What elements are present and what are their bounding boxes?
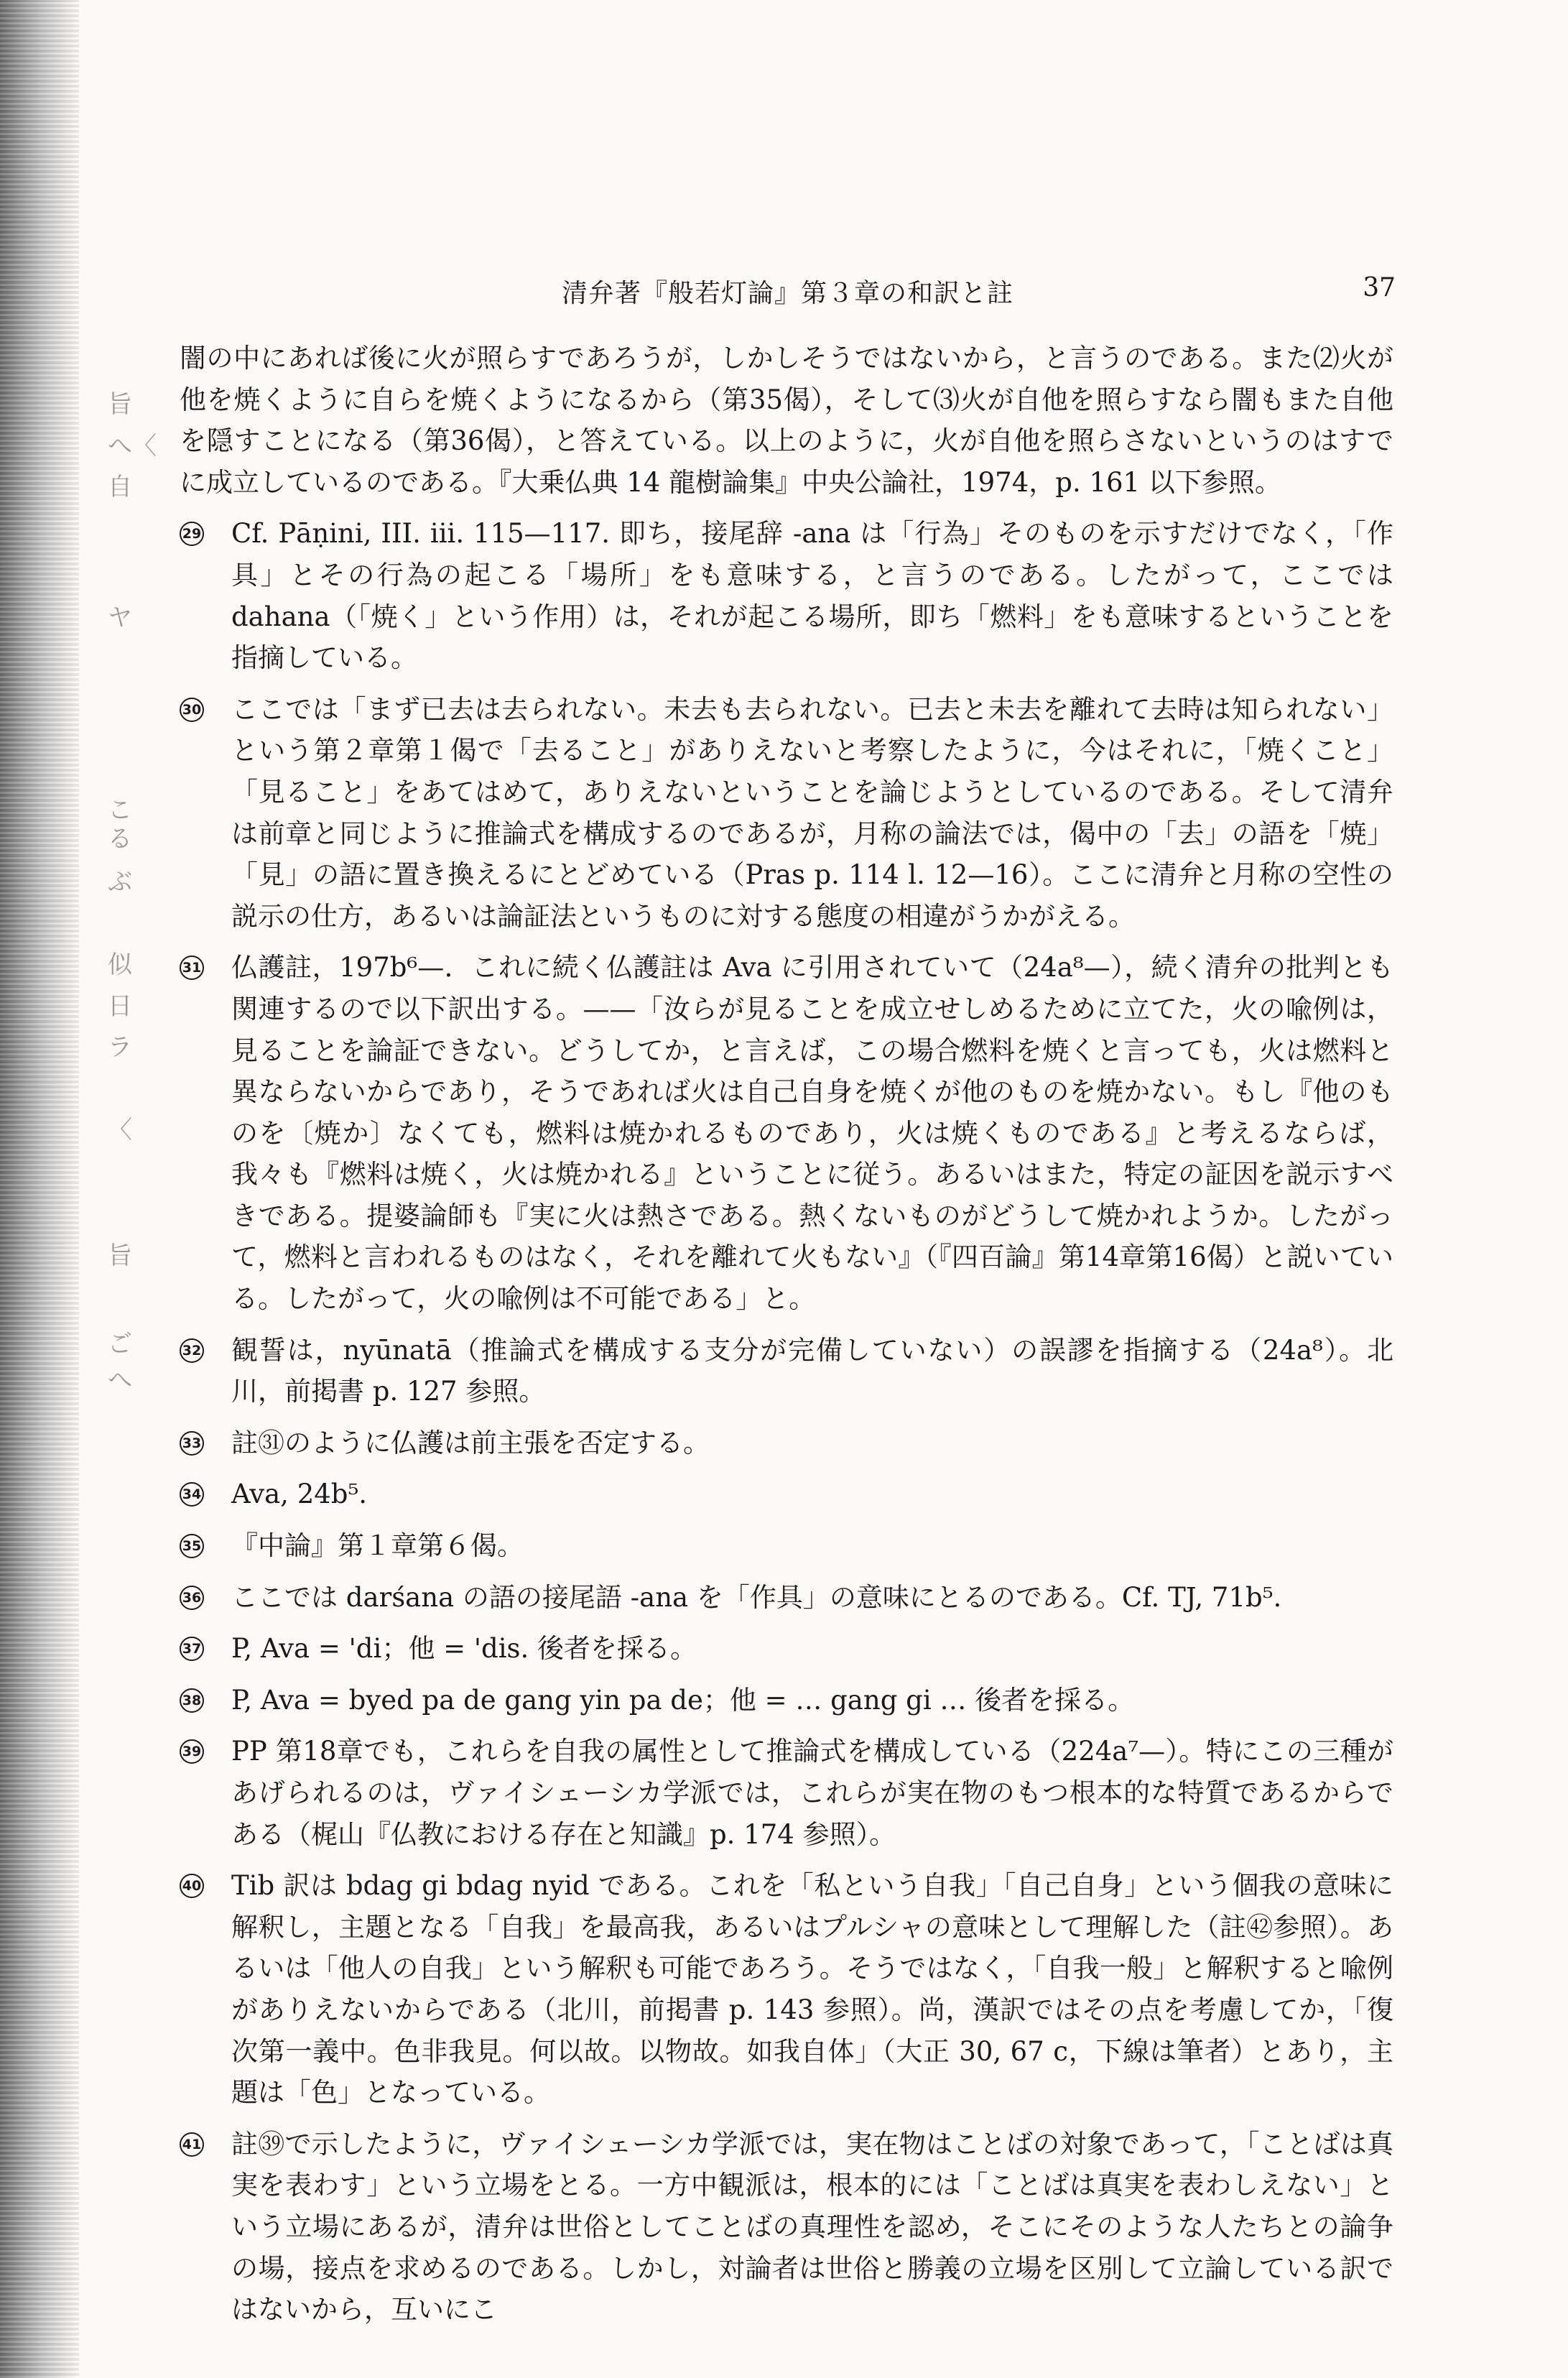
note-29 [180, 513, 1393, 678]
note-text: Cf. Pāṇini, III. iii. 115—117. 即ち，接尾辞 -ana は「行為」そのものを示すだけでなく，「作具」とその行為の起こる「場所」をも意味する，と言うのである。したがって，ここでは dahana（「焼く」という作用）は，それが起こる場所，即ち「燃料」をも意味するということを指摘している。 [231, 518, 1393, 674]
note-39 [180, 1731, 1393, 1855]
note-number: 38 [180, 1688, 204, 1713]
page-header [180, 273, 1396, 316]
margin-mark: ぶ [108, 868, 132, 897]
notes-body [180, 338, 1393, 2341]
margin-mark: ヤ [108, 603, 132, 632]
note-31 [180, 947, 1393, 1319]
margin-mark: 旨 [108, 1241, 132, 1270]
margin-mark: 〈 [108, 1116, 132, 1144]
margin-mark: こ [108, 796, 132, 825]
note-text: Tib 訳は bdag gi bdag nyid である。これを「私という自我」「自己自身」という個我の意味に解釈し，主題となる「自我」を最高我，あるいはプルシャの意味として理解した（註㊷参照）。あるいは「他人の自我」という解釈も可能であろう。そうではなく，「自我一般」と解釈すると喩例がありえないからである（北川，前掲書 p. 143 参照）。尚，漢訳ではその点を考慮してか，「復次第一義中。色非我見。何以故。以物故。如我自体」（大正 30, 67 c，下線は筆者）とあり，主題は「色」となっている。 [231, 1870, 1393, 2109]
note-text: 仏護註，197b⁶—．これに続く仏護註は Ava に引用されていて（24a⁸—），続く清弁の批判とも関連するので以下訳出する。——「汝らが見ることを成立せしめるために立てた，火の喩例は，見ることを論証できない。どうしてか，と言えば，この場合燃料を焼くと言っても，火は燃料と異ならないからであり，そうであれば火は自己自身を焼くが他のものを焼かない。もし『他のものを〔焼か〕なくても，燃料は焼かれるものであり，火は焼くものである』と考えるならば，我々も『燃料は焼く，火は焼かれる』ということに従う。あるいはまた，特定の証因を説示すべきである。提婆論師も『実に火は熱さである。熱くないものがどうして焼かれようか。したがって，燃料と言われるものはなく，それを離れて火もない』（『四百論』第14章第16偈）と説いている。したがって，火の喩例は不可能である」と。 [231, 952, 1393, 1315]
note-36 [180, 1577, 1393, 1619]
margin-mark: 似 [108, 950, 132, 979]
note-33 [180, 1422, 1393, 1464]
continuation-paragraph: 闇の中にあれば後に火が照らすであろうが，しかしそうではないから，と言うのである。また⑵火が他を焼くように自らを焼くようになるから（第35偈），そして⑶火が自他を照らすなら闇もまた自他を隠すことになる（第36偈），と答えている。以上のように，火が自他を照らさないというのはすでに成立しているのである。『大乗仏典 14 龍樹論集』中央公論社，1974，p. 161 以下参照。 [180, 343, 1393, 498]
note-text: P, Ava = byed pa de gang yin pa de；他 = … gang gi … 後者を採る。 [231, 1684, 1135, 1716]
margin-mark: ご [108, 1330, 132, 1359]
note-number: 33 [180, 1431, 204, 1456]
note-number: 37 [180, 1637, 204, 1661]
note-text: PP 第18章でも，これらを自我の属性として推論式を構成している（224a⁷—）。特にこの三種があげられるのは，ヴァイシェーシカ学派では，これらが実在物のもつ根本的な特質であるからである（梶山『仏教における存在と知識』p. 174 参照）。 [231, 1736, 1393, 1850]
note-35 [180, 1525, 1393, 1567]
margin-mark: 旨 [108, 390, 132, 419]
note-text: ここでは「まず已去は去られない。未去も去られない。已去と未去を離れて去時は知られない」という第２章第１偈で「去ること」がありえないと考察したように，今はそれに，「焼くこと」「見ること」をあてはめて，ありえないということを論じようとしているのである。そして清弁は前章と同じように推論式を構成するのであるが，月称の論法では，偈中の「去」の語を「焼」「見」の語に置き換えるにとどめている（Pras p. 114 l. 12—16）。ここに清弁と月称の空性の説示の仕方，あるいは論証法というものに対する態度の相違がうかがえる。 [231, 693, 1393, 932]
margin-mark: へ〈 [108, 432, 157, 461]
note-number: 41 [180, 2132, 204, 2157]
note-37 [180, 1628, 1393, 1670]
note-number: 29 [180, 522, 204, 546]
note-text: 『中論』第１章第６偈。 [231, 1530, 524, 1562]
margin-mark: へ [108, 1366, 132, 1394]
note-text: ここでは darśana の語の接尾語 -ana を「作具」の意味にとるのである。Cf. TJ, 71b⁵. [231, 1581, 1282, 1613]
note-number: 39 [180, 1739, 204, 1764]
note-number: 31 [180, 956, 204, 980]
note-text: 註㊴で示したように，ヴァイシェーシカ学派では，実在物はことばの対象であって，「ことばは真実を表わす」という立場をとる。一方中観派は，根本的には「ことばは真実を表わしえない」という立場にあるが，清弁は世俗としてことばの真理性を認め，そこにそのような人たちとの論争の場，接点を求めるのである。しかし，対論者は世俗と勝義の立場を区別して立論している訳ではないから，互いにこ [231, 2128, 1393, 2326]
note-text: 註㉛のように仏護は前主張を否定する。 [231, 1427, 710, 1458]
note-32 [180, 1330, 1393, 1412]
margin-mark: ラ [108, 1033, 132, 1062]
scan-shadow [0, 0, 79, 2378]
margin-mark: る [108, 825, 132, 853]
note-number: 30 [180, 698, 204, 722]
note-number: 34 [180, 1482, 204, 1507]
note-text: P, Ava = 'di；他 = 'dis. 後者を採る。 [231, 1633, 697, 1665]
note-41 [180, 2124, 1393, 2331]
note-30 [180, 689, 1393, 938]
page-number: 37 [1363, 273, 1396, 302]
note-number: 40 [180, 1874, 204, 1898]
margin-mark: 日 [108, 992, 132, 1021]
note-text: Ava, 24b⁵. [231, 1479, 368, 1510]
note-38 [180, 1680, 1393, 1721]
note-34 [180, 1473, 1393, 1515]
margin-mark: 自 [108, 473, 132, 501]
running-title: 清弁著『般若灯論』第３章の和訳と註 [561, 279, 1013, 308]
note-40 [180, 1865, 1393, 2114]
note-number: 35 [180, 1534, 204, 1558]
note-number: 32 [180, 1338, 204, 1363]
note-text: 観誓は，nyūnatā（推論式を構成する支分が完備していない）の誤謬を指摘する（24a⁸）。北川，前掲書 p. 127 参照。 [231, 1334, 1393, 1407]
note-number: 36 [180, 1586, 204, 1610]
